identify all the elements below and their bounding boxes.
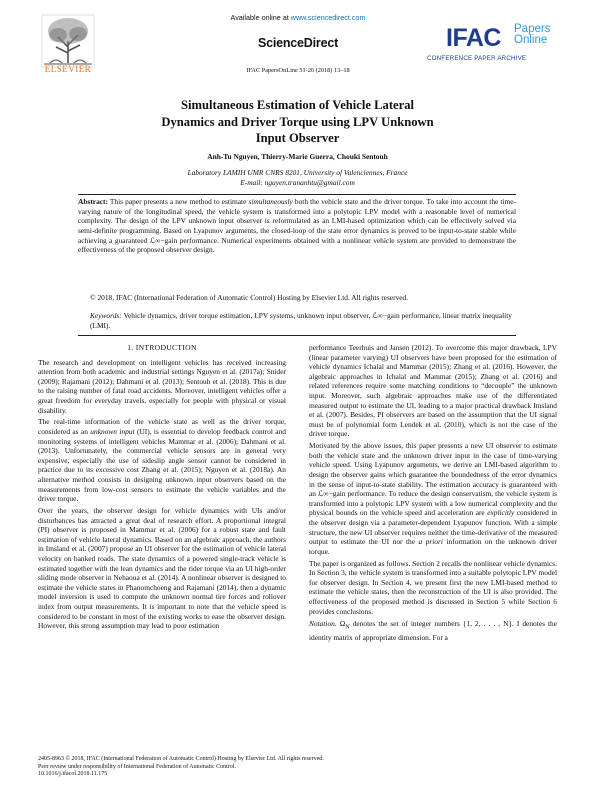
paper-authors: Anh-Tu Nguyen, Thierry-Marie Guerra, Chouki Sentouh [207,152,388,161]
author-affiliation: Laboratory LAMIH UMR CNRS 8201, University of Valenciennes, France E-mail: nguyen.trananhtu@gmail.com [120,168,475,188]
abstract-top-rule [78,194,516,195]
sciencedirect-wordmark: ScienceDirect [257,36,339,50]
available-online-line: Available online at www.sciencedirect.com [230,13,366,22]
paragraph: Over the years, the observer design for vehicle dynamics with UIs and/or disturbances has attracted a great deal of research effort. A proportional integral (PI) observer is proposed in Mammar et al. (2006) for a robust state and fault estimation of vehicle lateral dynamics. Based on an algebraic approach, the authors in Imsland et al. (2007) propose an UI observer for the estimation of vehicle lateral velocity on banked roads. The state dynamics of a powered single-track vehicle is estimated together with the lean dynamics and the rider torque via an UI high-order sliding mode observer in Nehaoua et al. (2014). A nonlinear observer is designed to estimate the vehicle states in Phanomchoeng and Rajamani (2014), then a dynamic model inversion is used to compute the unknown normal tire forces and rollover index from output measurements. It is important to note that the vehicle speed is considered to be constant in most of the existing works to ease the observer design. However, this strong assumption may lead to poor estimation [38,506,286,631]
keywords: Keywords: Vehicle dynamics, driver torque estimation, LPV systems, unknown input observer, ℒ∞−gain performance, linear matrix inequality (LMI). [90,311,512,330]
paragraph: The paper is organized as follows. Section 2 recalls the nonlinear vehicle dynamics. In Section 3, the vehicle system is transformed into a suitable polytopic LPV model for observer design. In Section 4, we present first the new LMI-based method to estimate the vehicle states, then the reconstruction of the UI is also provided. The effectiveness of the proposed method is discussed in Section 5 while Section 6 provides conclusions. [309,558,557,616]
right-column [309,343,557,644]
paragraph: Motivated by the above issues, this paper presents a new UI observer to estimate both the vehicle state and the unknown driver input in the case of time-varying vehicle speed. Using Lyapunov arguments, we derive an LMI-based algorithm to design the observer gains which guarantee the boundedness of the error dynamics in the sense of input-to-state stability. The estimation accuracy is guaranteed with an ℒ∞−gain performance. To reduce the design conservatism, the vehicle system is transformed into a polytopic LPV system with a low numerical complexity and the physical bounds on the vehicle speed and acceleration are explicitly considered in the observer design via a parameter-dependent Lyapunov function. With a simple structure, the new UI observer requires neither the time-derivative of the measured output to estimate the UI nor the a priori information on the unknown driver torque. [309,441,557,556]
doi-link[interactable]: 10.1016/j.ifacol.2018.11.175 [38,771,108,778]
footnote: 2405-8963 © 2018, IFAC (International Federation of Automatic Control) Hosting by Elsevier Ltd. All rights reserved. Peer review under responsibility of International Federation of Automatic Control. 10.1016/j.ifacol.2018.11.175 [38,756,438,779]
elsevier-wordmark: ELSEVIER [44,64,92,74]
paper-title: Simultaneous Estimation of Vehicle Lateral Dynamics and Driver Torque using LPV Unknown Input Observer [161,98,434,145]
sciencedirect-url-link[interactable]: www.sciencedirect.com [290,13,366,22]
papers-online-wordmark: Papers Online [514,23,551,46]
paragraph: performance Teerhuis and Jansen (2012). To overcome this major drawback, LPV (linear parameter varying) UI observers have been proposed for the estimation of vehicle dynamics Ichalal and Mammar (2015); Zhang et al. (2016). However, the algebraic approaches in Ichalal and Mammar (2015); Zhang et al. (2016) and related references require some matching conditions to “decouple” the unknown input. Moreover, such algebraic approaches make use of the differentiated measured output to estimate the UI, leading to a major practical drawback Imsland et al. (2007). Besides, PI observers are based on the assumption that the UI signal must be of polynomial form Lendek et al. (2010), which is not the case of the driver torque. [309,343,557,439]
abstract-bottom-rule [78,335,516,336]
paragraph: The research and development on intelligent vehicles has received increasing attention from both academic and industrial settings Nguyen et al. (2017a); Snider (2009); Rajamani (2012); Dahmani et al. (2013); Sentouh et al. (2018). This is due to the raising number of fatal road accidents. Moreover, intelligent vehicles offer a great freedom for everyday travels, especially for people with physical or visual disability. [38,357,286,415]
author-email: E-mail: nguyen.trananhtu@gmail.com [240,178,355,187]
conference-paper-archive-label: CONFERENCE PAPER ARCHIVE [427,55,527,62]
left-column [38,343,286,633]
journal-reference: IFAC PapersOnLine 51-26 (2018) 13–18 [246,67,350,74]
abstract: Abstract: This paper presents a new method to estimate simultaneously both the vehicle state and the driver torque. To take into account the time-varying nature of the longitudinal speed, the vehicle system is transformed into a polytopic LPV model with a reasonable level of numerical complexity. The design of the LPV unknown input observer is reformulated as an LMI-based optimization which can be effectively solved via semi-definite programming. Based on Lyapunov arguments, the closed-loop of the state error dynamics is proved to be input-to-state stable while achieving a guaranteed ℒ∞−gain performance. Numerical experiments obtained with a nonlinear vehicle system are provided to demonstrate the effectiveness of the proposed observer design. [78,197,516,255]
section-heading-introduction: 1. INTRODUCTION [127,343,197,352]
abstract-copyright: © 2018, IFAC (International Federation of Automatic Control) Hosting by Elsevier Ltd. All rights reserved. [90,293,409,302]
paragraph: Notation. $\Omega_N$ denotes the set of integer numbers {1, 2, . . . , N}. I denotes the identity matrix of appropriate dimension. For a [309,618,558,642]
ifac-logo-wordmark: IFAC [446,24,501,52]
paragraph: The real-time information of the vehicle state as well as the driver torque, considered as an unknown input (UI), is essential to develop feedback control and monitoring systems of intelligent vehicles Mammar et al. (2006); Dahmani et al. (2013). Unfortunately, the commercial vehicle sensors are in general very expensive, especially the use of sideslip angle sensor cannot be considered in practice due to its excessive cost Zhang et al. (2015); Nguyen et al. (2018a). An alternative method consists in designing unknown input observers based on the measurements from low-cost sensors to estimate the vehicle variables and the driver torque. [38,417,286,504]
